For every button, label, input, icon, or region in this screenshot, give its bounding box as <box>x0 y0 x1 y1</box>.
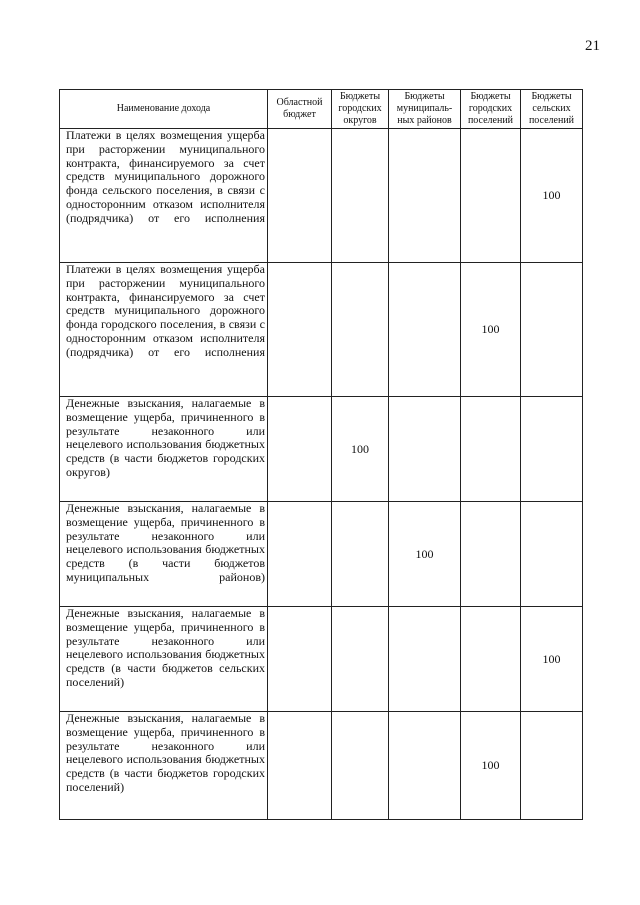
table-row <box>60 712 583 820</box>
regional-cell <box>268 712 332 820</box>
urban-districts-cell <box>332 129 389 263</box>
rural-settlements-cell <box>521 397 583 502</box>
revenue-name-cell: Денежные взыскания, налагаемые в возмещение ущерба, причиненного в результате незаконного или нецелевого использования бюджетных средств (в части бюджетов городских поселений) <box>60 712 268 820</box>
header-name: Наименование дохода <box>60 90 268 129</box>
table-row <box>60 129 583 263</box>
table-row <box>60 502 583 607</box>
municipal-districts-cell: 100 <box>389 502 461 607</box>
revenue-name-cell: Денежные взыскания, налагаемые в возмещение ущерба, причиненного в результате незаконного или нецелевого использования бюджетных средств (в части бюджетов городских округов) <box>60 397 268 502</box>
table-row <box>60 263 583 397</box>
urban-districts-cell <box>332 712 389 820</box>
urban-settlements-cell <box>461 502 521 607</box>
revenue-name-cell: Денежные взыскания, налагаемые в возмещение ущерба, причиненного в результате незаконного или нецелевого использования бюджетных средств (в части бюджетов сельских поселений) <box>60 607 268 712</box>
table-header-row <box>60 90 583 129</box>
urban-districts-cell <box>332 607 389 712</box>
revenue-distribution-table <box>59 89 583 820</box>
header-rural-settlements: Бюджеты сельских поселений <box>521 90 583 129</box>
header-urban-districts: Бюджеты городских округов <box>332 90 389 129</box>
regional-cell <box>268 263 332 397</box>
municipal-districts-cell <box>389 712 461 820</box>
regional-cell <box>268 502 332 607</box>
rural-settlements-cell: 100 <box>521 607 583 712</box>
municipal-districts-cell <box>389 263 461 397</box>
urban-settlements-cell <box>461 397 521 502</box>
rural-settlements-cell <box>521 502 583 607</box>
rural-settlements-cell <box>521 712 583 820</box>
header-municipal-districts: Бюджеты муниципаль-ных районов <box>389 90 461 129</box>
urban-districts-cell <box>332 502 389 607</box>
revenue-name-cell: Денежные взыскания, налагаемые в возмещение ущерба, причиненного в результате незаконного или нецелевого использования бюджетных средств (в части бюджетов муниципальных районов) <box>60 502 268 607</box>
regional-cell <box>268 129 332 263</box>
urban-settlements-cell <box>461 129 521 263</box>
regional-cell <box>268 397 332 502</box>
rural-settlements-cell: 100 <box>521 129 583 263</box>
urban-settlements-cell <box>461 607 521 712</box>
revenue-name-cell: Платежи в целях возмещения ущерба при расторжении муниципального контракта, финансируемого за счет средств муниципального дорожного фонда городского поселения, в связи с односторонним отказом исполнителя (подрядчика) от его исполнения <box>60 263 268 397</box>
municipal-districts-cell <box>389 129 461 263</box>
municipal-districts-cell <box>389 607 461 712</box>
municipal-districts-cell <box>389 397 461 502</box>
header-urban-settlements: Бюджеты городских поселений <box>461 90 521 129</box>
table-row <box>60 607 583 712</box>
urban-districts-cell <box>332 263 389 397</box>
table-row <box>60 397 583 502</box>
rural-settlements-cell <box>521 263 583 397</box>
urban-settlements-cell: 100 <box>461 263 521 397</box>
revenue-name-cell: Платежи в целях возмещения ущерба при расторжении муниципального контракта, финансируемого за счет средств муниципального дорожного фонда сельского поселения, в связи с односторонним отказом исполнителя (подрядчика) от его исполнения <box>60 129 268 263</box>
urban-districts-cell: 100 <box>332 397 389 502</box>
page-number: 21 <box>585 38 600 54</box>
regional-cell <box>268 607 332 712</box>
urban-settlements-cell: 100 <box>461 712 521 820</box>
header-regional: Областной бюджет <box>268 90 332 129</box>
